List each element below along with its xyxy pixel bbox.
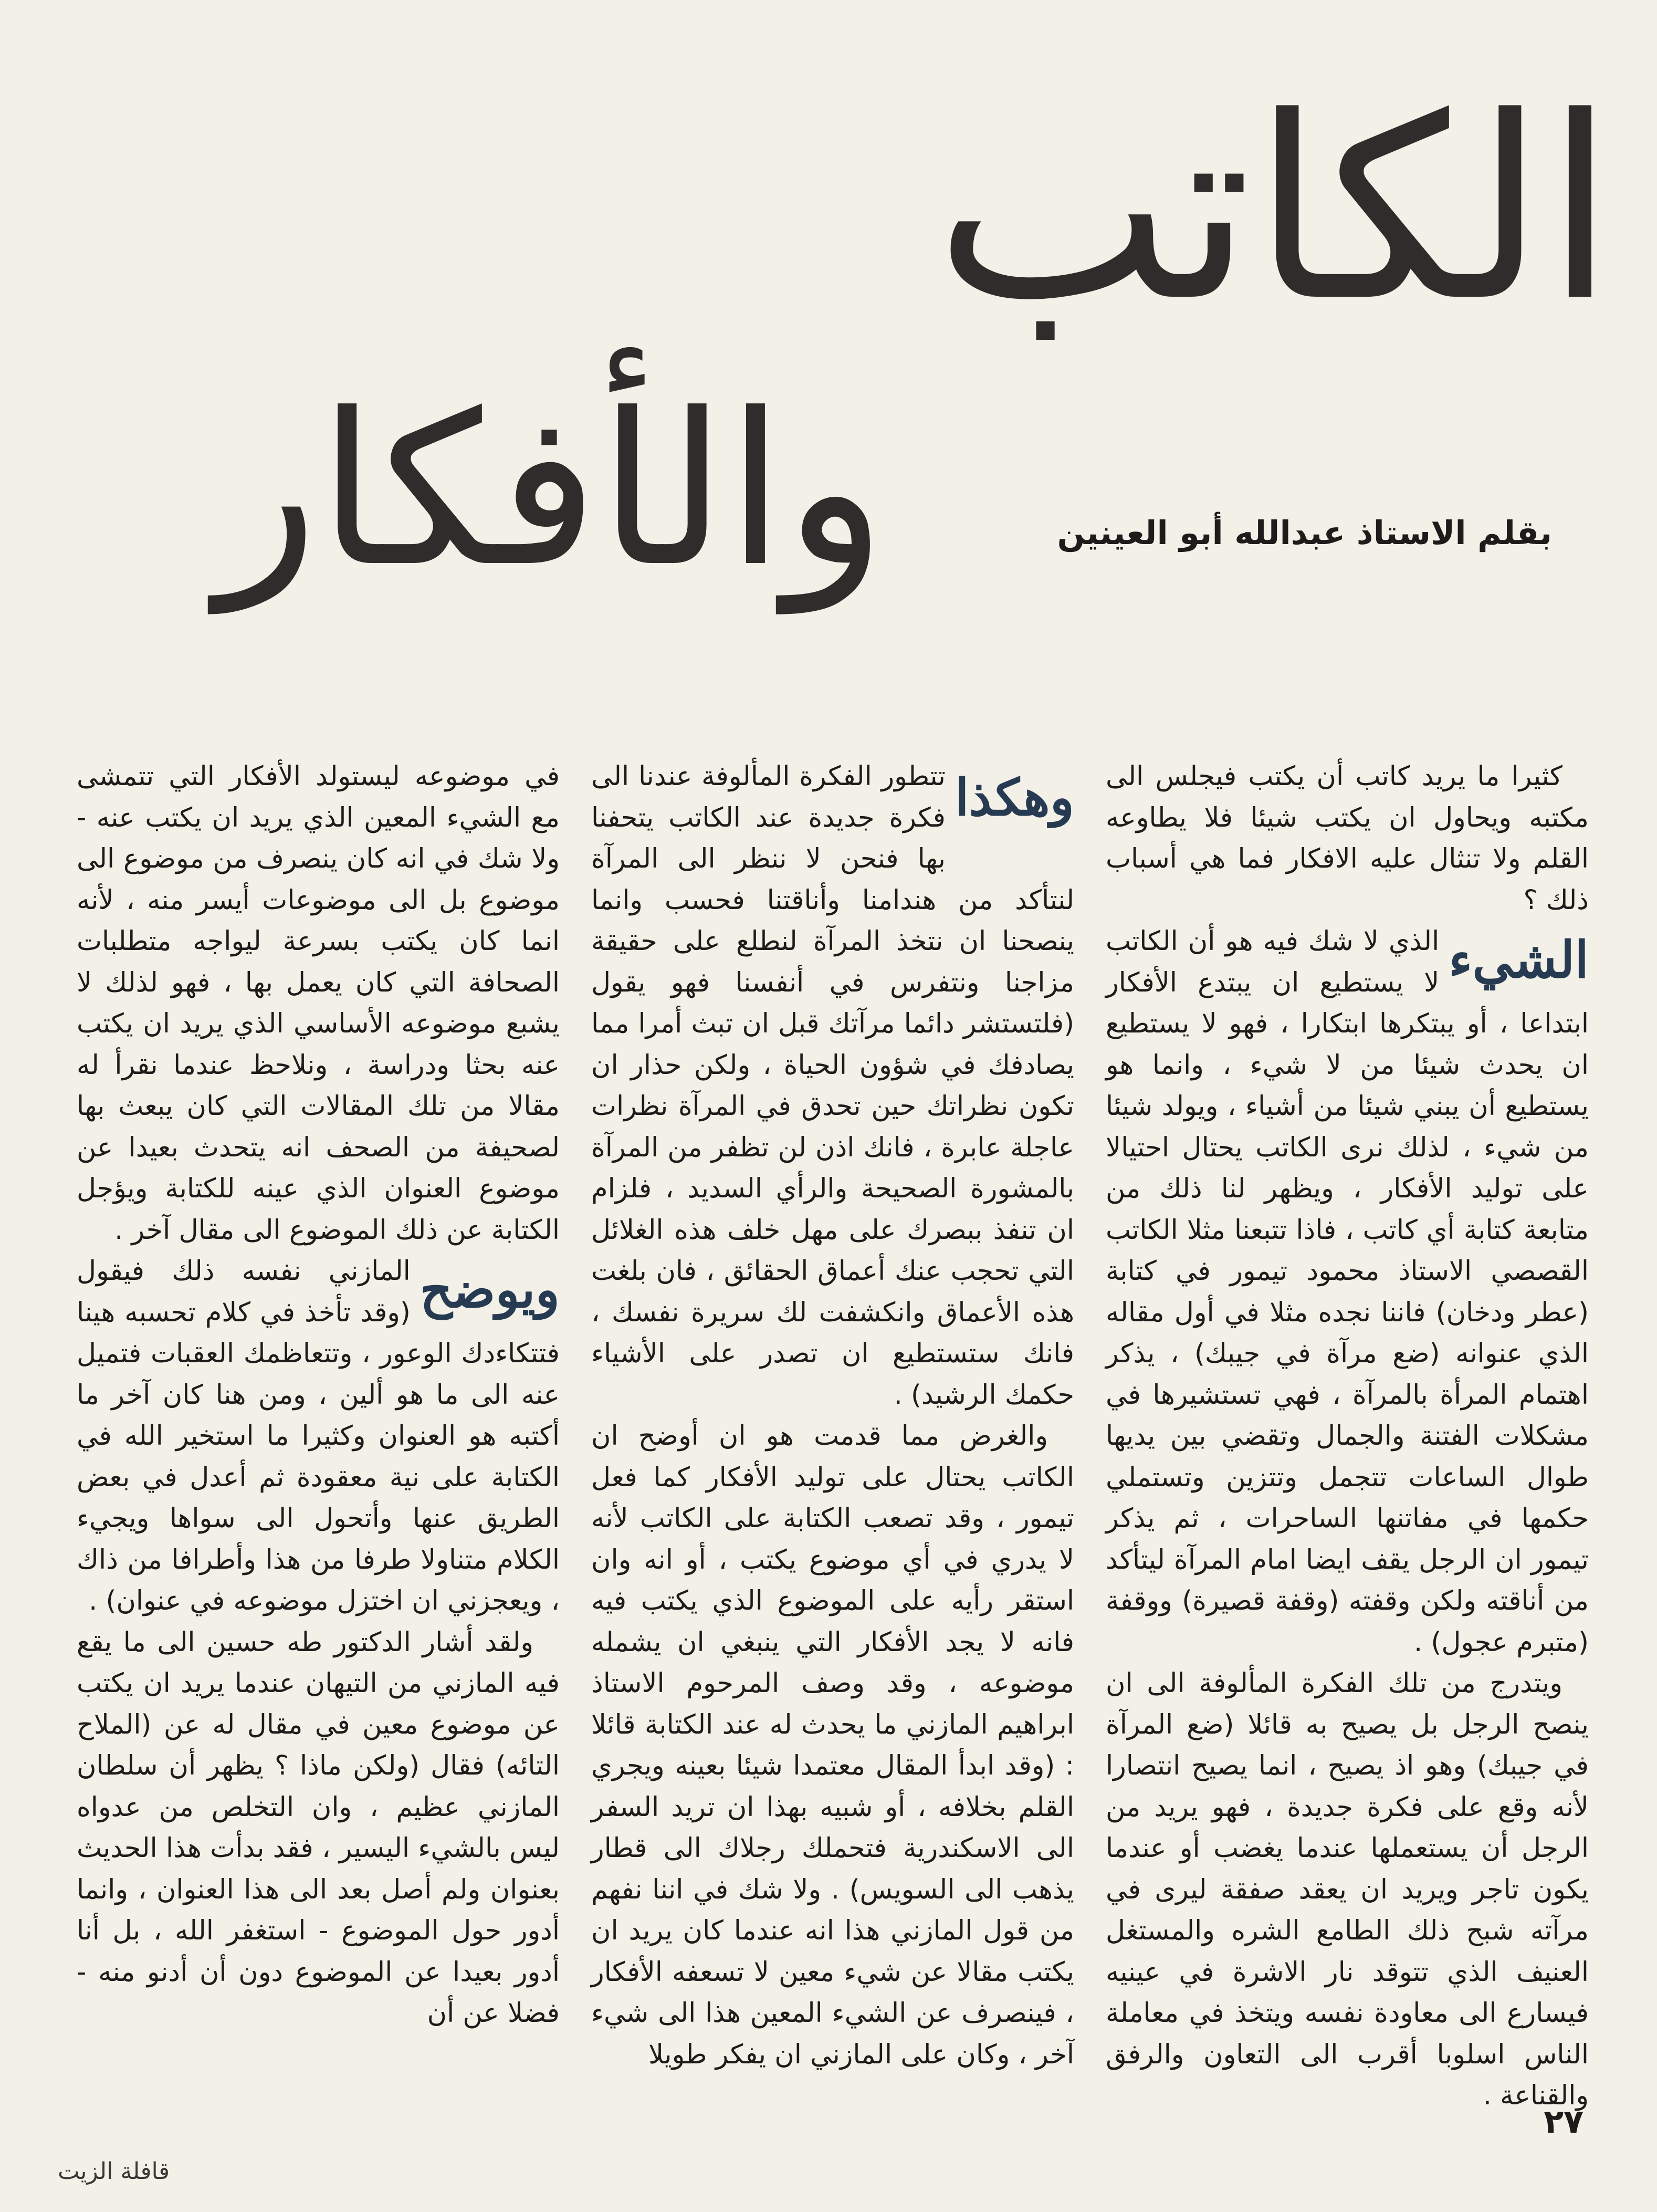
paragraph: والغرض مما قدمت هو ان أوضح ان الكاتب يحتال على توليد الأفكار كما فعل تيمور ، وقد تصعب الكتابة على الكاتب لأنه لا يدري في أي موضوع يكتب ، أو انه وان استقر رأيه على الموضوع الذي يكتب فيه فانه لا يجد الأفكار التي ينبغي ان يشمله موضوعه ، وقد وصف المرحوم الاستاذ ابراهيم المازني ما يحدث له عند الكتابة قائلا : (وقد ابدأ المقال معتمدا شيئا بعينه ويجري القلم بخلافه ، أو شبيه بهذا ان تريد السفر الى الاسكندرية فتحملك رجلاك الى قطار يذهب الى السويس) . ولا شك في اننا نفهم من قول المازني هذا انه عندما كان يريد ان يكتب مقالا عن شيء معين لا تسعفه الأفكار ، فينصرف عن الشيء المعين هذا الى شيء آخر ، وكان على المازني ان يفكر طويلا (591, 1421, 1074, 2070)
paragraph (77, 1251, 560, 1622)
paragraph: ويتدرج من تلك الفكرة المألوفة الى ان ينصح الرجل بل يصيح به قائلا (ضع المرآة في جيبك) وهو اذ يصيح ، انما يصيح انتصارا لأنه وقع على فكرة جديدة ، فهو يريد من الرجل أن يستعملها عندما يغضب أو عندما يكون تاجر ويريد ان يعقد صفقة ليرى في مرآته شبح ذلك الطامع الشره والمستغل العنيف الذي تتوقد نار الاشرة في عينيه فيسارع الى معاودة نفسه ويتخذ في معاملة الناس اسلوبا أقرب الى التعاون والرفق والقناعة . (1106, 1668, 1589, 2111)
lead-word: ويوضح (420, 1260, 560, 1319)
paragraph-text: الذي لا شك فيه هو أن الكاتب لا يستطيع ان يبتدع الأفكار ابتداعا ، أو يبتكرها ابتكارا ، فهو لا يستطيع ان يحدث شيئا من لا شيء ، وانما هو يستطيع أن يبني شيئا من أشياء ، ويولد شيئا من شيء ، لذلك نرى الكاتب يحتال احتيالا على توليد الأفكار ، ويظهر لنا ذلك من متابعة كتابة أي كاتب ، فاذا تتبعنا مثلا الكاتب القصصي الاستاذ محمود تيمور في كتابة (عطر ودخان) فاننا نجده مثلا في أول مقاله الذي عنوانه (ضع مرآة في جيبك) ، يذكر اهتمام المرأة بالمرآة ، فهي تستشيرها في مشكلات الفتنة والجمال وتقضي بين يديها طوال الساعات تتجمل وتتزين وتستملي حكمها في مفاتنها الساحرات ، ثم يذكر تيمور ان الرجل يقف ايضا امام المرآة ليتأكد من أناقته ولكن وقفته (وقفة قصيرة) ووقفة (متبرم عجول) . (1106, 926, 1589, 1658)
paragraph (1106, 921, 1589, 1663)
magazine-name: قافلة الزيت (58, 2158, 170, 2185)
paragraph-text: المازني نفسه ذلك فيقول (وقد تأخذ في كلام تحسبه هينا فتتكاءدك الوعور ، وتتعاظمك العقبات فتميل عنه الى ما هو ألين ، ومن هنا كان آخر ما أكتبه هو العنوان وكثيرا ما استخير الله في الكتابة على نية معقودة ثم أعدل في بعض الطريق عنها وأتحول الى سواها ويجيء الكلام متناولا طرفا من هذا وأطرافا من ذاك ، ويعجزني ان اختزل موضوعه في عنوان) . (77, 1256, 560, 1616)
paragraph-text: تتطور الفكرة المألوفة عندنا الى فكرة جديدة عند الكاتب يتحفنا بها فنحن لا ننظر الى المرآة لنتأكد من هندامنا وأناقتنا فحسب وانما ينصحنا ان نتخذ المرآة لنطلع على حقيقة مزاجنا ونتفرس في أنفسنا فهو يقول (فلتستشر دائما مرآتك قبل ان تبث أمرا مما يصادفك في شؤون الحياة ، ولكن حذار ان تكون نظراتك حين تحدق في المرآة نظرات عاجلة عابرة ، فانك اذن لن تظفر من المرآة بالمشورة الصحيحة والرأي السديد ، فلزام ان تنفذ ببصرك على مهل خلف هذه الغلائل التي تحجب عنك أعماق الحقائق ، فان بلغت هذه الأعماق وانكشفت لك سريرة نفسك ، فانك ستستطيع ان تصدر على الأشياء حكمك الرشيد) . (591, 761, 1074, 1411)
page-number: ٢٧ (1544, 2102, 1583, 2141)
paragraph (591, 756, 1074, 1416)
column-middle (591, 756, 1074, 2122)
author-byline: بقلم الاستاذ عبدالله أبو العينين (1057, 514, 1552, 552)
paragraph: كثيرا ما يريد كاتب أن يكتب فيجلس الى مكتبه ويحاول ان يكتب شيئا فلا يطاوعه القلم ولا تنثال عليه الافكار فما هي أسباب ذلك ؟ (1106, 761, 1589, 916)
paragraph: في موضوعه ليستولد الأفكار التي تتمشى مع الشيء المعين الذي يريد ان يكتب عنه - ولا شك في انه كان ينصرف من موضوع الى موضوع بل الى موضوعات أيسر منه ، لأنه انما كان يكتب بسرعة ليواجه متطلبات الصحافة التي كان يعمل بها ، فهو لذلك لا يشبع موضوعه الأساسي الذي يريد ان يكتب عنه بحثا ودراسة ، ونلاحظ عندما نقرأ له مقالا من تلك المقالات التي كان يبعث بها لصحيفة من الصحف انه يتحدث بعيدا عن موضوع العنوان الذي عينه للكتابة ويؤجل الكتابة عن ذلك الموضوع الى مقال آخر . (77, 761, 560, 1246)
column-right (1106, 756, 1589, 2122)
article-title-line1: الكاتب (935, 63, 1615, 357)
article-title-line2: والأفكار (216, 369, 886, 613)
column-left (77, 756, 560, 2122)
paragraph: ولقد أشار الدكتور طه حسين الى ما يقع فيه المازني من التيهان عندما يريد ان يكتب عن موضوع معين في مقال له عن (الملاح التائه) فقال (ولكن ماذا ؟ يظهر أن سلطان المازني عظيم ، وان التخلص من عدواه ليس بالشيء اليسير ، فقد بدأت هذا الحديث بعنوان ولم أصل بعد الى هذا العنوان ، وانما أدور حول الموضوع - استغفر الله ، بل أنا أدور بعيدا عن الموضوع دون أن أدنو منه - فضلا عن أن (77, 1626, 560, 2029)
lead-word: وهكذا (955, 768, 1074, 827)
lead-word: الشيء (1449, 930, 1589, 989)
